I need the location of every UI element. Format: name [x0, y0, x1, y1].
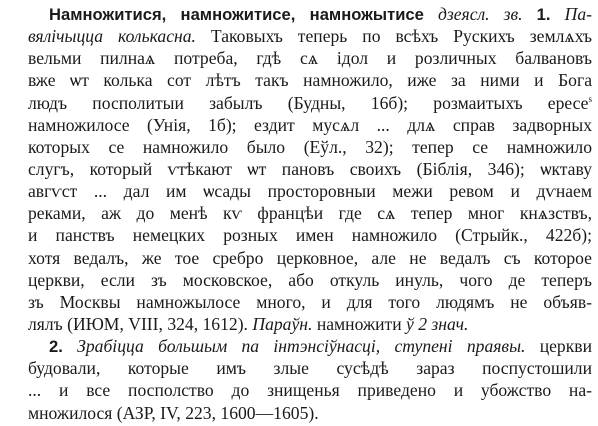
entry-line-16 — [8, 335, 592, 357]
cross-ref-label: Параўн. — [252, 313, 313, 334]
quote-line: вже ѡт колька сот лѣтъ такъ намножило, иже за ними и Бога — [28, 70, 592, 91]
entry-line-14 — [8, 291, 592, 313]
entry-line-9 — [8, 180, 592, 202]
entry-line-18 — [8, 379, 592, 401]
quote-line: Таковыхъ теперь по всѣхъ Рускихъ землѧхъ — [210, 26, 592, 47]
quote-line: и панствъ немецких розных имен намножило (Стрыйк., 422б); — [28, 225, 592, 246]
sense-1-number: 1. — [536, 5, 551, 24]
cross-ref-word: намножити — [316, 313, 402, 334]
dictionary-entry — [8, 3, 592, 424]
grammar-label: дзеясл. зв. — [437, 4, 523, 24]
quote-line: реками, аж до менѣ кѵ францѣи где сѧ тепер мног кнѧзствъ, — [28, 203, 592, 224]
entry-line-2 — [8, 25, 592, 47]
quote-line: множилося (АЗР, IV, 223, 1600—1605). — [28, 402, 319, 423]
sense-1-definition-end: вялічыцца колькасна. — [28, 26, 196, 47]
quote-line: вельми пилнаѧ потреба, гдѣ сѧ ідол и розличных балвановъ — [28, 48, 592, 69]
sense-2-definition: Зрабіцца большым па інтэнсіўнасці, ступені праявы. — [77, 336, 526, 357]
quote-line: слугъ, который ѵтѣкают ѡт пановъ своихъ (Біблія, 346); ѡктаву — [28, 158, 592, 179]
entry-line-17 — [8, 357, 592, 379]
entry-line-1 — [8, 3, 592, 25]
entry-line-15 — [8, 313, 592, 335]
entry-line-12 — [8, 247, 592, 269]
quote-line: людъ посполитыи забылъ (Будны, 16б); розмаитыхъ ересе — [28, 92, 589, 113]
entry-line-4 — [8, 69, 592, 91]
quote-line: намножилосе (Унія, 1б); ездит мусѧл ... длѧ справ задворных — [28, 114, 592, 135]
entry-line-8 — [8, 158, 592, 180]
superscript-mark: s — [588, 93, 592, 104]
cross-ref-target: ў 2 знач. — [406, 313, 469, 334]
quote-line: церкви — [539, 336, 592, 357]
headword: Намножитися, намножитисе, намножытисе — [49, 5, 424, 24]
entry-line-10 — [8, 202, 592, 224]
sense-1-definition-start: Па- — [564, 4, 592, 24]
entry-line-6 — [8, 114, 592, 136]
quote-line: будовали, которые имъ злые сусѣдѣ зараз поспустошили — [28, 358, 592, 379]
entry-line-3 — [8, 47, 592, 69]
quote-line: лялъ (ИЮМ, VIII, 324, 1612). — [28, 313, 248, 334]
entry-line-5 — [8, 92, 592, 114]
quote-line: зъ Москвы намножылосе много, и для того людямъ не объяв- — [28, 291, 592, 312]
entry-line-7 — [8, 136, 592, 158]
entry-line-11 — [8, 224, 592, 246]
quote-line: авгѵст ... дал им ѡсады просторовныи межи ревом и дѵнаем — [28, 181, 592, 202]
entry-line-13 — [8, 269, 592, 291]
sense-2-number: 2. — [49, 337, 63, 357]
quote-line: которых се намножило было (Еўл., 32); тепер се намножило — [28, 136, 592, 157]
quote-line: церкви, если зъ московское, або откуль инуль, чого де теперъ — [28, 269, 592, 290]
entry-line-19 — [8, 402, 592, 424]
quote-line: хотя ведалъ, же тое сребро церковное, але не ведалъ съ которое — [28, 247, 592, 268]
quote-line: ... и все посполство до знищенья приведено и убожство на- — [28, 380, 592, 401]
